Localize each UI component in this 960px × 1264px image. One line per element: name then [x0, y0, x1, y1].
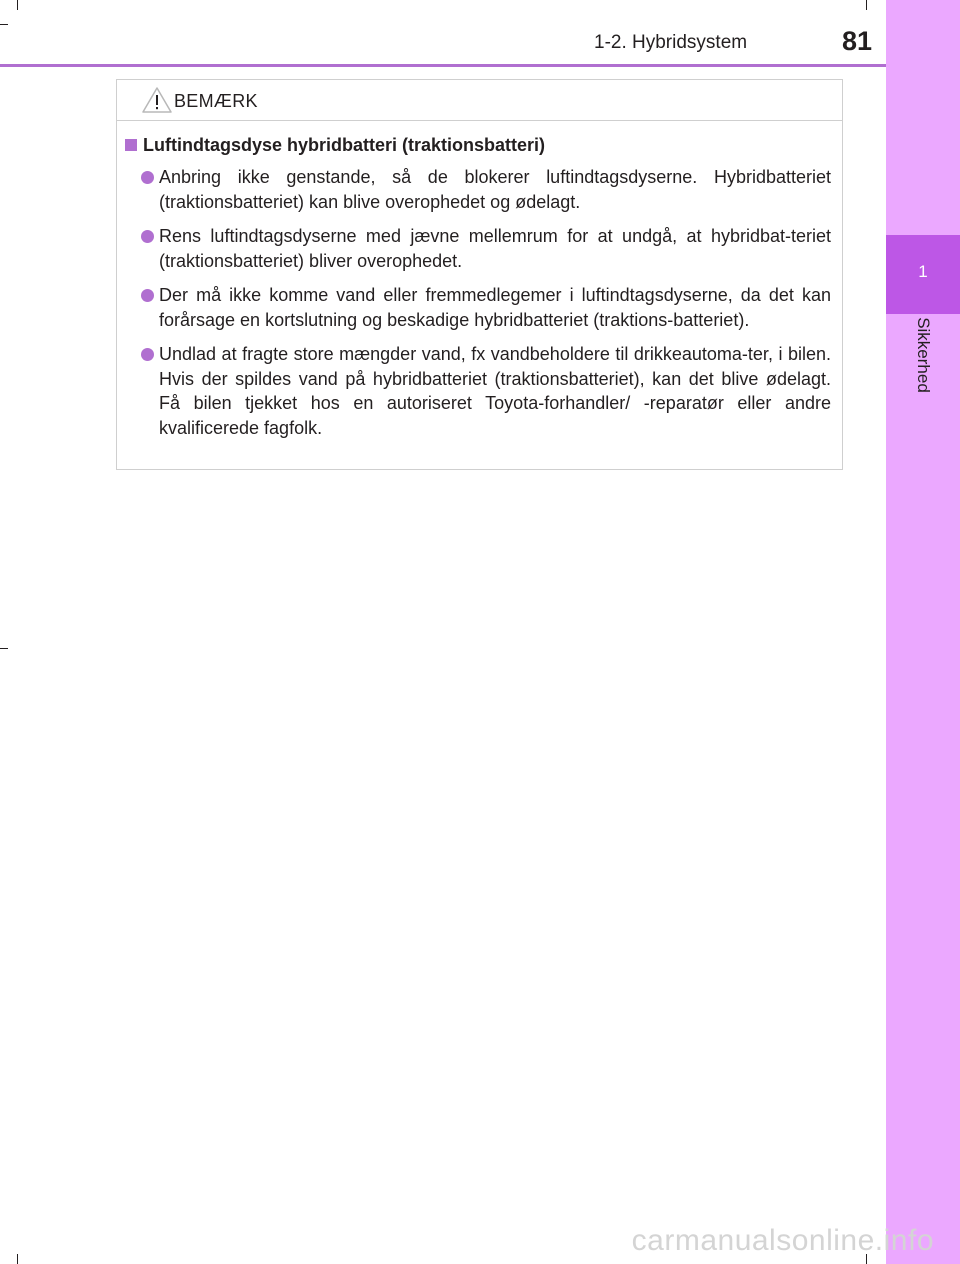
chapter-number: 1 [918, 262, 928, 281]
watermark: carmanualsonline.info [631, 1224, 934, 1257]
crop-mark [0, 24, 8, 25]
crop-mark [0, 648, 8, 649]
list-item [125, 283, 831, 332]
bullet-dot-icon [141, 230, 154, 243]
list-item [125, 165, 831, 214]
square-bullet-icon [125, 139, 137, 151]
crop-mark [17, 0, 18, 10]
note-subheading-text: Luftindtagsdyse hybridbatteri (traktionsbatteri) [143, 135, 546, 155]
section-title: 1-2. Hybridsystem [594, 32, 748, 53]
header-rule [0, 64, 886, 67]
list-item-text: Rens luftindtagsdyserne med jævne mellemrum for at undgå, at hybridbat-teriet (traktionsbatteriet) bliver overophedet. [159, 226, 831, 271]
note-box [116, 79, 843, 470]
list-item-text: Undlad at fragte store mængder vand, fx vandbeholdere til drikkeautoma-ter, i bilen. Hvis der spildes vand på hybridbatteriet (traktionsbatteriet), kan det blive ødelagt. Få bilen tjekket hos en autoriseret Toyota-forhandler/ -reparatør eller andre kvalificerede fagfolk. [159, 344, 831, 438]
note-body [125, 133, 831, 450]
bullet-dot-icon [141, 348, 154, 361]
crop-mark [17, 1254, 18, 1264]
note-title: BEMÆRK [174, 91, 258, 111]
note-subheading [125, 133, 831, 157]
list-item-text: Der må ikke komme vand eller fremmedlegemer i luftindtagsdyserne, da det kan forårsage en kortslutning og beskadige hybridbatteriet (traktions-batteriet). [159, 285, 831, 330]
chapter-side-tab [886, 0, 960, 1264]
page-number: 81 [842, 26, 873, 56]
list-item-text: Anbring ikke genstande, så de blokerer luftindtagsdyserne. Hybridbatteriet (traktionsbatteriet) kan blive overophedet og ødelagt. [159, 167, 831, 212]
list-item [125, 342, 831, 440]
warning-triangle-icon [141, 86, 173, 114]
chapter-label: Sikkerhed [914, 317, 933, 393]
bullet-dot-icon [141, 289, 154, 302]
note-header [117, 80, 842, 121]
bullet-dot-icon [141, 171, 154, 184]
note-list [125, 165, 831, 440]
crop-mark [866, 0, 867, 10]
list-item [125, 224, 831, 273]
